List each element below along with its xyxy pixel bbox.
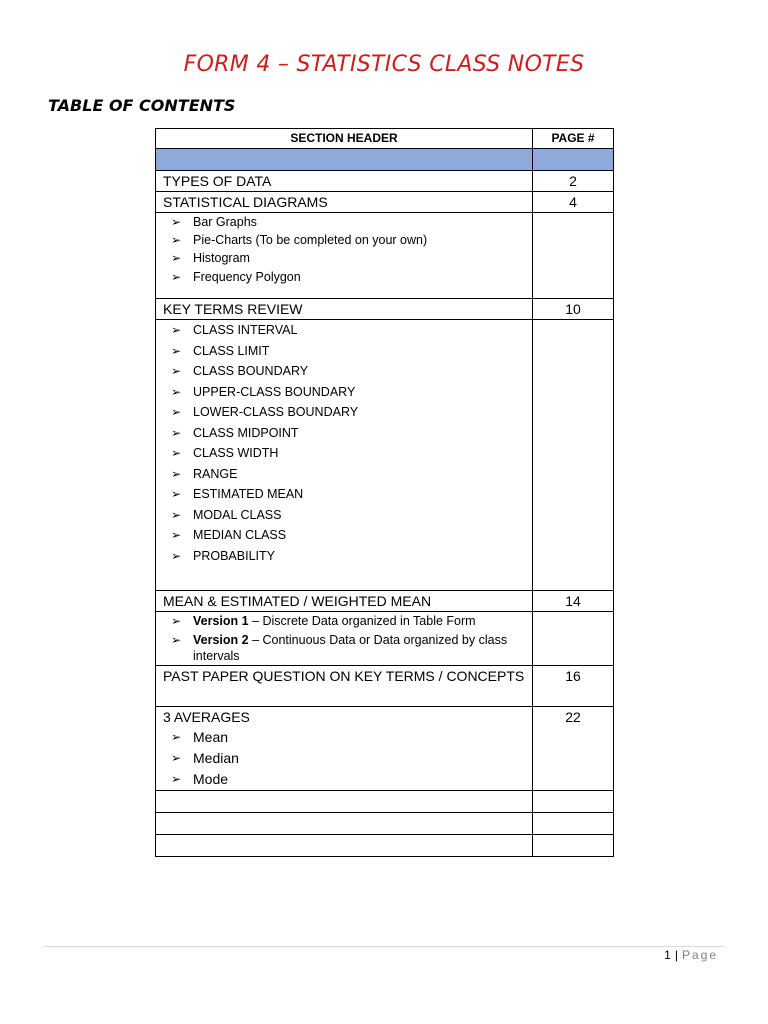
version-text: – Discrete Data organized in Table Form bbox=[248, 614, 476, 628]
table-row bbox=[156, 299, 614, 320]
table-row bbox=[156, 591, 614, 612]
bullet-list bbox=[163, 612, 525, 664]
list-item: ➢ PROBABILITY bbox=[193, 546, 525, 567]
empty-cell bbox=[533, 791, 614, 813]
empty-cell bbox=[533, 835, 614, 857]
page-number: 16 bbox=[533, 666, 614, 707]
empty-row bbox=[156, 835, 614, 857]
empty-row bbox=[156, 813, 614, 835]
list-item: ➢ MODAL CLASS bbox=[193, 505, 525, 526]
column-header-section: SECTION HEADER bbox=[156, 129, 533, 149]
list-item: ➢ CLASS MIDPOINT bbox=[193, 423, 525, 444]
empty-cell bbox=[533, 612, 614, 666]
item-list-cell bbox=[156, 213, 533, 299]
list-item bbox=[193, 612, 525, 630]
list-item: ➢ ESTIMATED MEAN bbox=[193, 484, 525, 505]
version-text: – Continuous Data or Data organized by class intervals bbox=[193, 633, 508, 663]
empty-cell bbox=[156, 791, 533, 813]
list-item: ➢ Histogram bbox=[193, 249, 525, 267]
list-item: ➢ Pie-Charts (To be completed on your own) bbox=[193, 231, 525, 249]
list-item: ➢ LOWER-CLASS BOUNDARY bbox=[193, 402, 525, 423]
section-title: MEAN & ESTIMATED / WEIGHTED MEAN bbox=[156, 591, 533, 612]
table-row-items bbox=[156, 612, 614, 666]
item-list-cell bbox=[156, 320, 533, 591]
list-item: ➢ CLASS BOUNDARY bbox=[193, 361, 525, 382]
header-fill-row bbox=[156, 149, 614, 171]
section-title: 3 AVERAGES bbox=[163, 709, 250, 725]
list-item: ➢ RANGE bbox=[193, 464, 525, 485]
list-item bbox=[193, 630, 525, 664]
list-item: ➢ Frequency Polygon bbox=[193, 267, 525, 288]
table-row-items bbox=[156, 320, 614, 591]
footer-page-number: 1 bbox=[664, 948, 671, 962]
fill-cell bbox=[156, 149, 533, 171]
section-title: KEY TERMS REVIEW bbox=[156, 299, 533, 320]
page-number: 2 bbox=[533, 171, 614, 192]
empty-cell bbox=[533, 213, 614, 299]
toc-table bbox=[155, 128, 614, 857]
version-label: Version 1 bbox=[193, 614, 249, 628]
table-row bbox=[156, 192, 614, 213]
table-row bbox=[156, 707, 614, 791]
version-label: Version 2 bbox=[193, 633, 249, 647]
bullet-list bbox=[163, 213, 525, 288]
footer-separator: | bbox=[674, 948, 678, 962]
list-item: ➢ CLASS WIDTH bbox=[193, 443, 525, 464]
list-item: ➢ CLASS INTERVAL bbox=[193, 320, 525, 341]
section-title: TYPES OF DATA bbox=[156, 171, 533, 192]
empty-cell bbox=[156, 813, 533, 835]
empty-cell bbox=[533, 320, 614, 591]
column-header-page: PAGE # bbox=[533, 129, 614, 149]
toc-heading: TABLE OF CONTENTS bbox=[48, 96, 236, 115]
empty-cell bbox=[533, 813, 614, 835]
table-header-row bbox=[156, 129, 614, 149]
footer-divider bbox=[44, 946, 724, 947]
list-item: ➢ Median bbox=[193, 748, 525, 769]
section-title: PAST PAPER QUESTION ON KEY TERMS / CONCEPTS bbox=[156, 666, 533, 707]
list-item: ➢ Bar Graphs bbox=[193, 213, 525, 231]
list-item: ➢ MEDIAN CLASS bbox=[193, 525, 525, 546]
item-list-cell bbox=[156, 612, 533, 666]
document-title: FORM 4 – STATISTICS CLASS NOTES bbox=[183, 52, 585, 77]
page-number: 4 bbox=[533, 192, 614, 213]
footer-page-word: Page bbox=[681, 948, 718, 962]
bullet-list bbox=[163, 727, 525, 790]
table-row bbox=[156, 171, 614, 192]
list-item: ➢ Mode bbox=[193, 769, 525, 790]
page-number: 22 bbox=[533, 707, 614, 791]
fill-cell bbox=[533, 149, 614, 171]
bullet-list bbox=[163, 320, 525, 566]
page-footer bbox=[664, 948, 718, 962]
list-item: ➢ UPPER-CLASS BOUNDARY bbox=[193, 382, 525, 403]
section-title: STATISTICAL DIAGRAMS bbox=[156, 192, 533, 213]
page-number: 10 bbox=[533, 299, 614, 320]
table-row-items bbox=[156, 213, 614, 299]
empty-cell bbox=[156, 835, 533, 857]
page-number: 14 bbox=[533, 591, 614, 612]
list-item: ➢ CLASS LIMIT bbox=[193, 341, 525, 362]
table-row bbox=[156, 666, 614, 707]
list-item: ➢ Mean bbox=[193, 727, 525, 748]
empty-row bbox=[156, 791, 614, 813]
section-cell bbox=[156, 707, 533, 791]
